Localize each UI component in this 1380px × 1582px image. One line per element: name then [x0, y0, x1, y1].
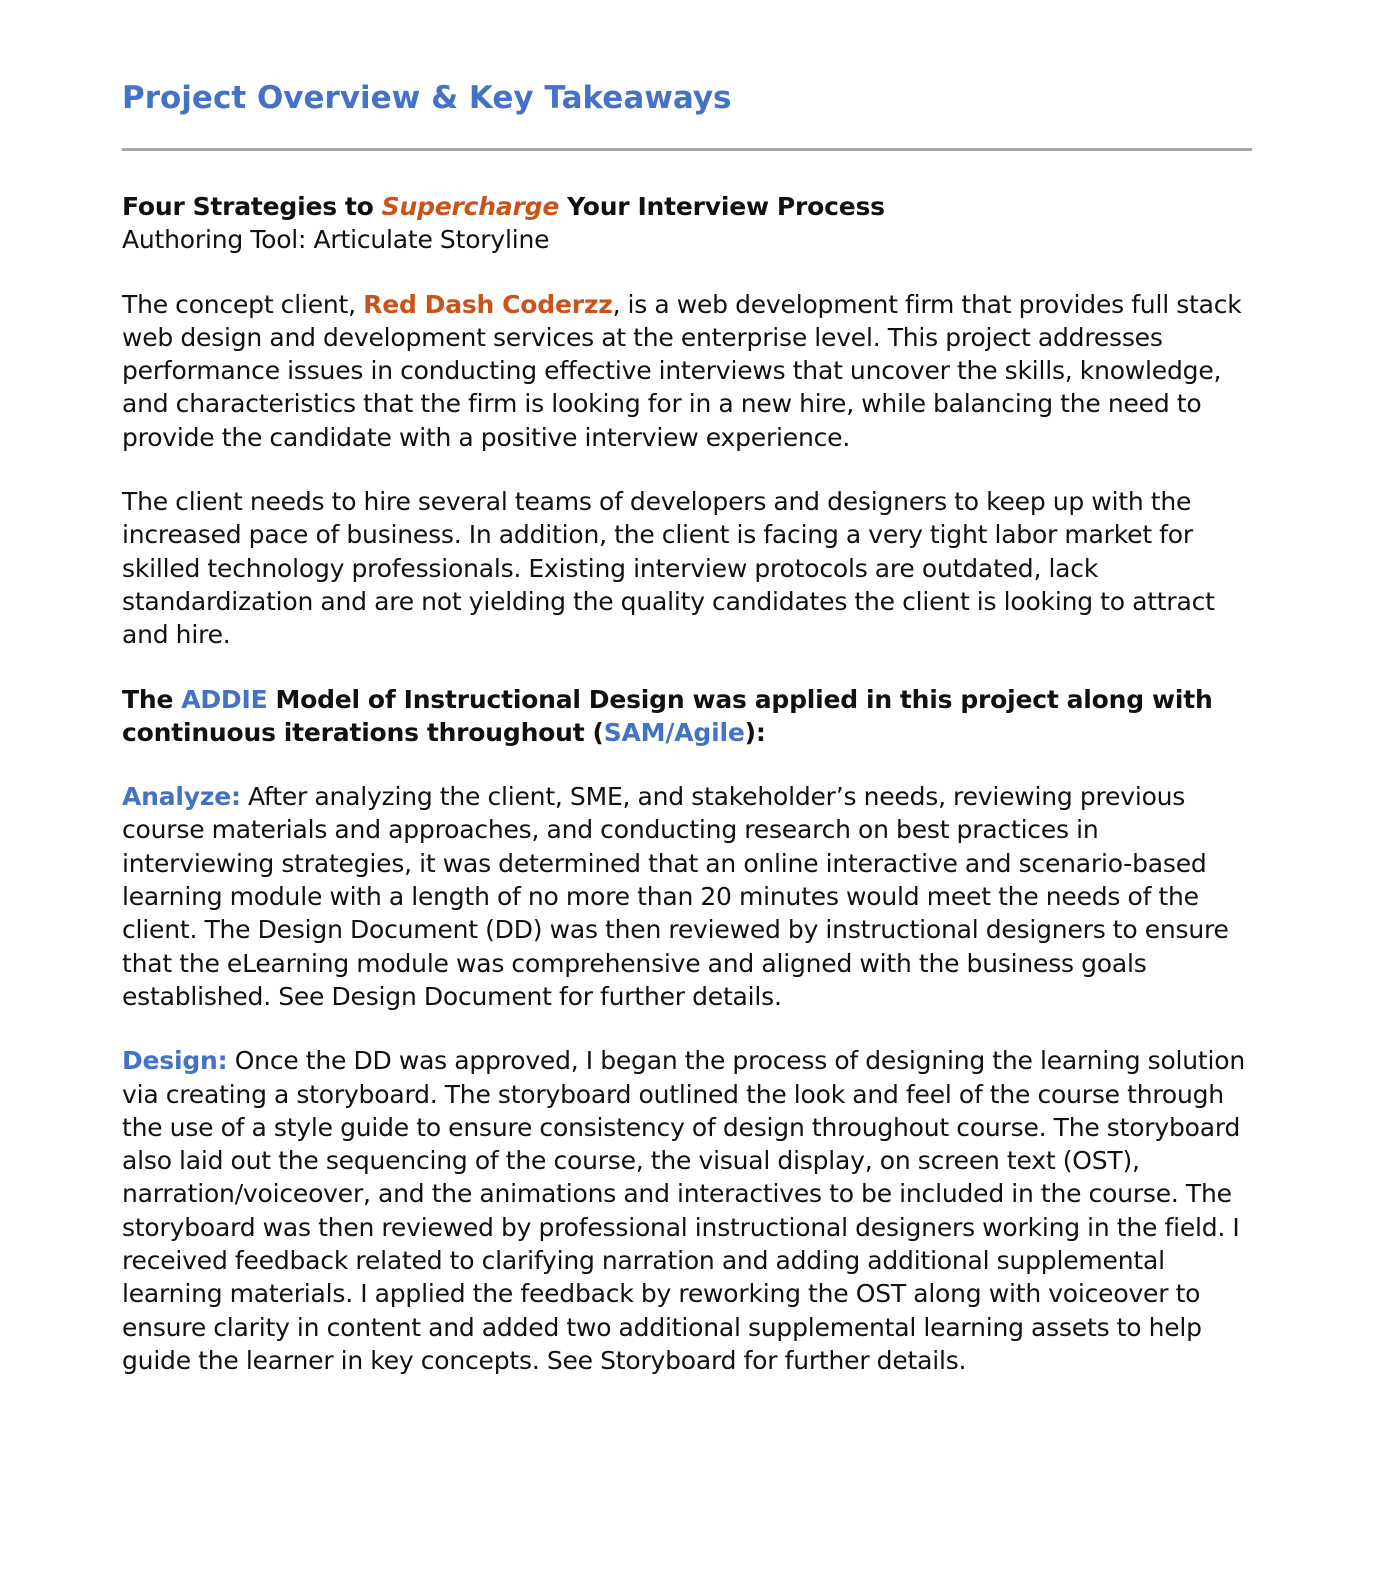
spacer	[122, 652, 1252, 683]
document-body	[122, 190, 1252, 1377]
design-text: Once the DD was approved, I began the process of designing the learning solution via creating a storyboard. The storyboard outlined the look and feel of the course through the use of a style guide to ensure consistency of design throughout course. The storyboard also laid out the sequencing of the course, the visual display, on screen text (OST), narration/voiceover, and the animations and interactives to be included in the course. The storyboard was then reviewed by professional instructional designers working in the field. I received feedback related to clarifying narration and adding additional supplemental learning materials. I applied the feedback by reworking the OST along with voiceover to ensure clarity in content and added two additional supplemental learning assets to help guide the learner in key concepts. See Storyboard for further details.	[122, 1046, 1246, 1375]
analyze-paragraph	[122, 780, 1252, 1013]
authoring-tool: Authoring Tool: Articulate Storyline	[122, 225, 550, 255]
client-name: Red Dash Coderzz	[363, 289, 613, 319]
spacer	[122, 257, 1252, 288]
needs-paragraph: The client needs to hire several teams of developers and designers to keep up with the increased pace of business. In addition, the client is facing a very tight labor market for skilled technology professionals. Existing interview protocols are outdated, lack standardization and are not yielding the quality candidates the client is looking to attract and hire.	[122, 487, 1215, 650]
addie-term: ADDIE	[181, 684, 268, 714]
spacer	[122, 749, 1252, 780]
client-paragraph	[122, 288, 1252, 454]
spacer	[122, 1013, 1252, 1044]
course-title-emphasis: Supercharge	[381, 192, 560, 221]
design-paragraph	[122, 1044, 1252, 1377]
model-text-2: Model of Instructional Design was applied in this project along with continuous iterations throughout (	[122, 684, 1213, 747]
analyze-text: After analyzing the client, SME, and stakeholder’s needs, reviewing previous course materials and approaches, and conducting research on best practices in interviewing strategies, it was determined that an online interactive and scenario-based learning module with a length of no more than 20 minutes would meet the needs of the client. The Design Document (DD) was then reviewed by instructional designers to ensure that the eLearning module was comprehensive and aligned with the business goals established. See Design Document for further details.	[122, 782, 1229, 1011]
model-text-3: ):	[744, 717, 766, 747]
client-paragraph-rest: , is a web development firm that provides full stack web design and development services at the enterprise level. This project addresses performance issues in conducting effective interviews that uncover the skills, knowledge, and characteristics that the firm is looking for in a new hire, while balancing the need to provide the candidate with a positive interview experience.	[122, 289, 1242, 452]
course-title-start: Four Strategies to	[122, 192, 382, 221]
sam-agile-term: SAM/Agile	[603, 717, 745, 747]
model-paragraph	[122, 683, 1252, 750]
model-text-1: The	[122, 684, 182, 714]
course-title-end: Your Interview Process	[559, 192, 885, 221]
design-label: Design:	[122, 1046, 228, 1076]
spacer	[122, 454, 1252, 485]
heading-divider	[122, 148, 1252, 151]
page-title: Project Overview & Key Takeaways	[122, 80, 732, 116]
client-paragraph-start: The concept client,	[122, 289, 364, 319]
course-title	[122, 190, 1252, 223]
analyze-label: Analyze:	[122, 782, 241, 812]
